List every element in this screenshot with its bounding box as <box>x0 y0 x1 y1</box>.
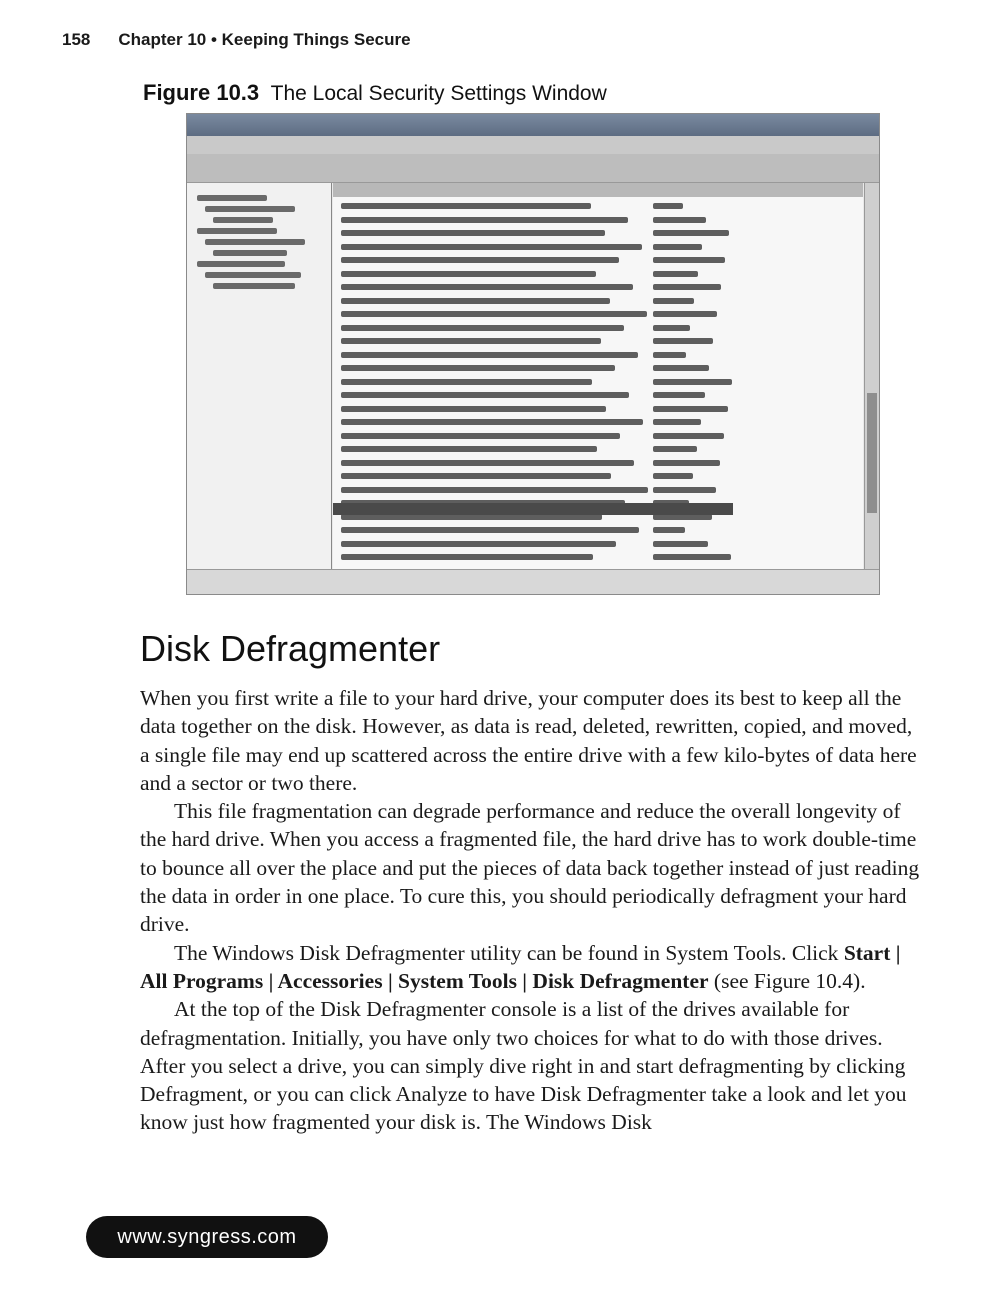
screenshot-policy-row <box>341 446 597 452</box>
screenshot-policy-row <box>341 244 642 250</box>
screenshot-policy-row <box>341 527 639 533</box>
section-heading: Disk Defragmenter <box>140 628 441 669</box>
screenshot-policy-setting <box>653 230 729 236</box>
screenshot-toolbar <box>187 154 879 183</box>
screenshot-tree-line <box>197 195 267 201</box>
screenshot-policy-row <box>341 311 647 317</box>
screenshot-menubar <box>187 136 879 154</box>
screenshot-list-header <box>333 183 863 197</box>
screenshot-policy-row <box>341 460 634 466</box>
screenshot-policy-setting <box>653 446 697 452</box>
screenshot-policy-row <box>341 338 601 344</box>
paragraph-4: At the top of the Disk Defragmenter console is a list of the drives available for defragmentation. Initially, you have only two choices for what to do with those drives. After you select a drive, you can simply dive right in and start defragmenting by clicking Defragment, or you can click Analyze to have Disk Defragmenter take a look and let you know just how fragmented your disk is. The Windows Disk <box>140 997 907 1135</box>
screenshot-policy-list <box>333 183 863 569</box>
screenshot-scrollbar <box>864 183 879 569</box>
screenshot-policy-row <box>341 419 643 425</box>
paragraph-1: When you first write a file to your hard drive, your computer does its best to keep all the data together on the disk. However, as data is read, deleted, rewritten, copied, and moved, a single file may end up scattered across the entire drive with a few kilo-bytes of data here and a sector or two there. <box>140 686 917 795</box>
screenshot-policy-setting <box>653 352 686 358</box>
screenshot-policy-setting <box>653 257 725 263</box>
screenshot-policy-setting <box>653 419 701 425</box>
screenshot-tree-line <box>213 217 273 223</box>
figure-caption <box>143 80 607 106</box>
screenshot-policy-setting <box>653 554 731 560</box>
screenshot-policy-row <box>341 473 611 479</box>
local-security-settings-screenshot <box>186 113 880 595</box>
screenshot-policy-setting <box>653 203 683 209</box>
screenshot-tree-line <box>205 272 301 278</box>
screenshot-titlebar <box>187 114 879 136</box>
screenshot-policy-setting <box>653 244 702 250</box>
screenshot-policy-setting <box>653 298 694 304</box>
screenshot-tree-line <box>213 283 295 289</box>
screenshot-tree-line <box>197 261 285 267</box>
screenshot-policy-row <box>341 433 620 439</box>
screenshot-policy-setting <box>653 487 716 493</box>
paragraph-3-outro: (see Figure 10.4). <box>713 968 866 993</box>
screenshot-policy-row <box>341 379 592 385</box>
screenshot-scroll-thumb <box>867 393 877 513</box>
screenshot-tree-line <box>205 239 305 245</box>
footer-url: www.syngress.com <box>86 1216 328 1258</box>
screenshot-policy-row <box>341 352 638 358</box>
screenshot-policy-row <box>341 365 615 371</box>
figure-label: Figure 10.3 <box>143 80 260 105</box>
chapter-title: Chapter 10 • Keeping Things Secure <box>118 30 411 49</box>
screenshot-policy-setting <box>653 406 728 412</box>
paragraph-2: This file fragmentation can degrade performance and reduce the overall longevity of the hard drive. When you access a fragmented file, the hard drive has to work double-time to bounce all over the place and put the pieces of data back together instead of just reading the data in order in one place. To cure this, you should periodically defragment your hard drive. <box>140 799 920 937</box>
screenshot-policy-row <box>341 257 619 263</box>
screenshot-policy-setting <box>653 338 713 344</box>
screenshot-policy-row <box>341 541 616 547</box>
menu-path: Start | All Programs | Accessories | System Tools | Disk Defragmenter <box>140 940 901 993</box>
screenshot-policy-setting <box>653 433 724 439</box>
screenshot-policy-setting <box>653 379 732 385</box>
screenshot-tree-pane <box>187 183 332 569</box>
screenshot-policy-setting <box>653 365 709 371</box>
screenshot-policy-setting <box>653 311 717 317</box>
screenshot-policy-row <box>341 217 628 223</box>
running-header <box>62 30 411 50</box>
screenshot-policy-setting <box>653 284 721 290</box>
paragraph-3-intro: The Windows Disk Defragmenter utility can be found in System Tools. Click <box>174 940 839 965</box>
screenshot-selected-row <box>333 503 733 515</box>
screenshot-policy-setting <box>653 325 690 331</box>
screenshot-statusbar <box>187 569 879 594</box>
screenshot-policy-setting <box>653 217 706 223</box>
screenshot-policy-setting <box>653 541 708 547</box>
screenshot-policy-row <box>341 554 593 560</box>
page-number: 158 <box>62 30 91 49</box>
screenshot-policy-setting <box>653 392 705 398</box>
figure-title: The Local Security Settings Window <box>270 82 607 105</box>
screenshot-tree-line <box>205 206 295 212</box>
body-text <box>140 684 920 1137</box>
screenshot-tree-line <box>197 228 277 234</box>
screenshot-policy-row <box>341 406 606 412</box>
screenshot-policy-row <box>341 298 610 304</box>
screenshot-policy-setting <box>653 473 693 479</box>
screenshot-policy-row <box>341 230 605 236</box>
screenshot-policy-setting <box>653 527 685 533</box>
screenshot-tree-line <box>213 250 287 256</box>
paragraph-3 <box>140 939 920 996</box>
screenshot-policy-row <box>341 487 648 493</box>
screenshot-policy-row <box>341 392 629 398</box>
screenshot-policy-row <box>341 203 591 209</box>
screenshot-policy-setting <box>653 460 720 466</box>
screenshot-policy-row <box>341 271 596 277</box>
screenshot-policy-row <box>341 284 633 290</box>
screenshot-policy-setting <box>653 271 698 277</box>
screenshot-policy-row <box>341 325 624 331</box>
